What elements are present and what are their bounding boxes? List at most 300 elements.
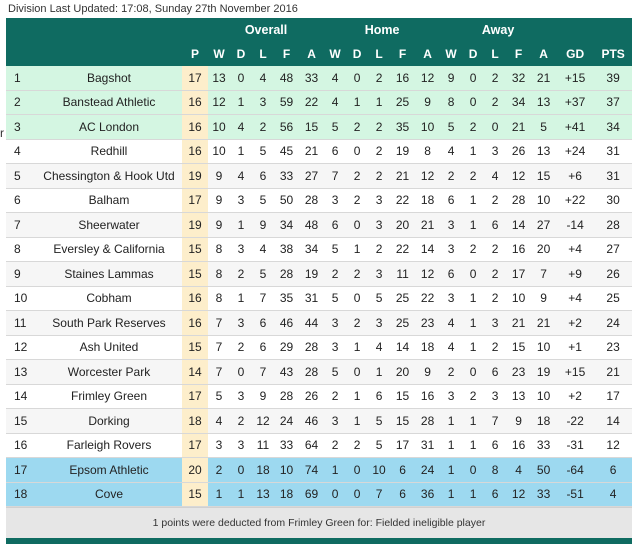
stat-cell: 44 bbox=[299, 311, 324, 336]
column-header[interactable]: A bbox=[531, 42, 556, 66]
stat-cell: 1 bbox=[440, 458, 462, 483]
column-header[interactable]: D bbox=[346, 42, 368, 66]
stat-cell: 3 bbox=[230, 311, 252, 336]
team-name-link[interactable]: AC London bbox=[36, 115, 182, 140]
stat-cell: -14 bbox=[556, 213, 594, 238]
stat-cell: 35 bbox=[274, 286, 299, 311]
stat-cell: 3 bbox=[230, 433, 252, 458]
column-header[interactable]: D bbox=[462, 42, 484, 66]
stat-cell: 4 bbox=[506, 458, 531, 483]
stat-cell: 2 bbox=[346, 262, 368, 287]
stat-cell: 46 bbox=[299, 409, 324, 434]
stat-cell: 31 bbox=[594, 164, 632, 189]
stat-cell: +2 bbox=[556, 384, 594, 409]
stat-cell: +37 bbox=[556, 90, 594, 115]
stat-cell: 8 bbox=[484, 458, 506, 483]
stat-cell: 0 bbox=[462, 262, 484, 287]
stat-cell: -51 bbox=[556, 482, 594, 507]
stat-cell: 5 bbox=[368, 409, 390, 434]
stat-cell: 4 bbox=[324, 66, 346, 90]
position-cell: 11 bbox=[6, 311, 36, 336]
stat-cell: 21 bbox=[506, 311, 531, 336]
stat-cell: 1 bbox=[230, 139, 252, 164]
stat-cell: +4 bbox=[556, 286, 594, 311]
stat-cell: 0 bbox=[346, 458, 368, 483]
stat-cell: -31 bbox=[556, 433, 594, 458]
team-name-link[interactable]: Staines Lammas bbox=[36, 262, 182, 287]
stat-cell: 0 bbox=[346, 482, 368, 507]
stat-cell: 20 bbox=[390, 213, 415, 238]
stat-cell: 15 bbox=[390, 384, 415, 409]
stat-cell: 20 bbox=[390, 360, 415, 385]
column-header[interactable]: L bbox=[252, 42, 274, 66]
position-cell: 17 bbox=[6, 458, 36, 483]
stat-cell: 20 bbox=[182, 458, 208, 483]
stat-cell: 6 bbox=[484, 433, 506, 458]
stat-cell: 3 bbox=[440, 384, 462, 409]
stat-cell: 0 bbox=[230, 66, 252, 90]
stat-cell: 48 bbox=[299, 213, 324, 238]
team-name-link[interactable]: Dorking bbox=[36, 409, 182, 434]
stat-cell: 10 bbox=[208, 139, 230, 164]
stat-cell: 2 bbox=[324, 433, 346, 458]
stat-cell: 18 bbox=[274, 482, 299, 507]
stat-cell: 14 bbox=[182, 360, 208, 385]
column-header[interactable]: L bbox=[368, 42, 390, 66]
home-group-header: Home bbox=[324, 18, 440, 42]
stat-cell: 8 bbox=[208, 262, 230, 287]
stat-cell: 28 bbox=[506, 188, 531, 213]
stat-cell: 25 bbox=[390, 286, 415, 311]
stat-cell: 2 bbox=[346, 115, 368, 140]
team-name-link[interactable]: Eversley & California bbox=[36, 237, 182, 262]
stat-cell: 3 bbox=[484, 311, 506, 336]
stat-cell: 6 bbox=[390, 458, 415, 483]
stat-cell: 25 bbox=[390, 311, 415, 336]
stat-cell: 10 bbox=[506, 286, 531, 311]
stat-cell: 26 bbox=[299, 384, 324, 409]
team-name-link[interactable]: Redhill bbox=[36, 139, 182, 164]
stat-cell: 2 bbox=[484, 237, 506, 262]
table-row[interactable] bbox=[6, 360, 632, 385]
stat-cell: 28 bbox=[274, 384, 299, 409]
stat-cell: 0 bbox=[462, 66, 484, 90]
stat-cell: 9 bbox=[208, 164, 230, 189]
stat-cell: +9 bbox=[556, 262, 594, 287]
table-row[interactable] bbox=[6, 139, 632, 164]
team-name-link[interactable]: Cove bbox=[36, 482, 182, 507]
stat-cell: 30 bbox=[594, 188, 632, 213]
table-row[interactable] bbox=[6, 90, 632, 115]
stat-cell: 18 bbox=[415, 188, 440, 213]
league-table-container bbox=[6, 18, 632, 544]
team-name-link[interactable]: Balham bbox=[36, 188, 182, 213]
stat-cell: 31 bbox=[299, 286, 324, 311]
position-cell: 4 bbox=[6, 139, 36, 164]
position-cell: 10 bbox=[6, 286, 36, 311]
stat-cell: 1 bbox=[462, 213, 484, 238]
stat-cell: 16 bbox=[182, 90, 208, 115]
stat-cell: 1 bbox=[462, 482, 484, 507]
stat-cell: 10 bbox=[208, 115, 230, 140]
stat-cell: 11 bbox=[390, 262, 415, 287]
stat-cell: 33 bbox=[274, 433, 299, 458]
stat-cell: 8 bbox=[440, 90, 462, 115]
table-row[interactable] bbox=[6, 409, 632, 434]
stat-cell: 14 bbox=[415, 237, 440, 262]
stat-cell: 2 bbox=[324, 262, 346, 287]
column-header[interactable]: P bbox=[182, 42, 208, 66]
table-row[interactable] bbox=[6, 384, 632, 409]
position-cell: 5 bbox=[6, 164, 36, 189]
stat-cell: 1 bbox=[462, 409, 484, 434]
team-name-link[interactable]: Farleigh Rovers bbox=[36, 433, 182, 458]
stat-cell: +15 bbox=[556, 360, 594, 385]
stat-cell: 3 bbox=[484, 139, 506, 164]
stat-cell: 2 bbox=[346, 433, 368, 458]
stat-cell: 15 bbox=[182, 482, 208, 507]
stat-cell: 18 bbox=[415, 335, 440, 360]
stat-cell: 37 bbox=[594, 90, 632, 115]
stat-cell: 28 bbox=[299, 335, 324, 360]
header-spacer-right bbox=[556, 18, 632, 42]
stat-cell: 50 bbox=[531, 458, 556, 483]
stat-cell: 69 bbox=[299, 482, 324, 507]
stat-cell: 5 bbox=[324, 360, 346, 385]
stat-cell: +2 bbox=[556, 311, 594, 336]
stat-cell: 2 bbox=[484, 335, 506, 360]
stat-cell: 16 bbox=[182, 115, 208, 140]
stat-cell: 5 bbox=[368, 286, 390, 311]
stat-cell: 4 bbox=[208, 409, 230, 434]
stat-cell: 4 bbox=[440, 311, 462, 336]
stat-cell: 8 bbox=[208, 237, 230, 262]
stat-cell: 2 bbox=[462, 115, 484, 140]
column-header[interactable]: W bbox=[440, 42, 462, 66]
column-header[interactable]: F bbox=[274, 42, 299, 66]
footer-bar bbox=[6, 538, 632, 544]
team-name-link[interactable]: Chessington & Hook Utd bbox=[36, 164, 182, 189]
column-header[interactable]: A bbox=[299, 42, 324, 66]
stat-cell: 9 bbox=[415, 360, 440, 385]
stat-cell: 6 bbox=[484, 482, 506, 507]
stat-cell: 2 bbox=[484, 66, 506, 90]
stat-cell: 9 bbox=[252, 213, 274, 238]
table-row[interactable] bbox=[6, 433, 632, 458]
stat-cell: 5 bbox=[368, 433, 390, 458]
stat-cell: 4 bbox=[484, 164, 506, 189]
table-row[interactable] bbox=[6, 311, 632, 336]
stat-cell: 0 bbox=[346, 66, 368, 90]
stat-cell: 64 bbox=[299, 433, 324, 458]
stat-cell: 13 bbox=[208, 66, 230, 90]
stat-cell: 1 bbox=[324, 458, 346, 483]
stat-cell: -64 bbox=[556, 458, 594, 483]
stat-cell: 3 bbox=[230, 237, 252, 262]
column-header[interactable]: PTS bbox=[594, 42, 632, 66]
stat-cell: 0 bbox=[346, 213, 368, 238]
stat-cell: 5 bbox=[324, 286, 346, 311]
stat-cell: 34 bbox=[506, 90, 531, 115]
column-header[interactable]: W bbox=[208, 42, 230, 66]
stat-cell: 1 bbox=[346, 384, 368, 409]
stat-cell: 24 bbox=[594, 311, 632, 336]
stat-cell: +24 bbox=[556, 139, 594, 164]
table-row[interactable] bbox=[6, 164, 632, 189]
position-cell: 8 bbox=[6, 237, 36, 262]
stat-cell: 2 bbox=[346, 311, 368, 336]
position-cell: 12 bbox=[6, 335, 36, 360]
stat-cell: 14 bbox=[594, 409, 632, 434]
stat-cell: 26 bbox=[594, 262, 632, 287]
stat-cell: 28 bbox=[274, 262, 299, 287]
stat-cell: 7 bbox=[324, 164, 346, 189]
stat-cell: 13 bbox=[531, 139, 556, 164]
stat-cell: 10 bbox=[531, 335, 556, 360]
stat-cell: -22 bbox=[556, 409, 594, 434]
column-header[interactable]: F bbox=[506, 42, 531, 66]
stat-cell: 21 bbox=[594, 360, 632, 385]
stat-cell: 1 bbox=[440, 409, 462, 434]
table-row[interactable] bbox=[6, 188, 632, 213]
stat-cell: 0 bbox=[346, 286, 368, 311]
stat-cell: 3 bbox=[324, 335, 346, 360]
stat-cell: 17 bbox=[182, 433, 208, 458]
team-name-link[interactable]: Frimley Green bbox=[36, 384, 182, 409]
stat-cell: 3 bbox=[368, 213, 390, 238]
stat-cell: 3 bbox=[230, 384, 252, 409]
stat-cell: 2 bbox=[368, 139, 390, 164]
stat-cell: 16 bbox=[182, 139, 208, 164]
stat-cell: 2 bbox=[440, 360, 462, 385]
column-header[interactable]: W bbox=[324, 42, 346, 66]
stat-cell: 3 bbox=[440, 286, 462, 311]
stat-cell: 3 bbox=[368, 311, 390, 336]
stat-cell: 1 bbox=[346, 90, 368, 115]
table-body bbox=[6, 66, 632, 507]
stat-cell: 2 bbox=[230, 409, 252, 434]
column-header[interactable]: L bbox=[484, 42, 506, 66]
stat-cell: 7 bbox=[252, 286, 274, 311]
stat-cell: 2 bbox=[230, 262, 252, 287]
stat-cell: 15 bbox=[182, 262, 208, 287]
stat-cell: 2 bbox=[368, 164, 390, 189]
stat-cell: 21 bbox=[299, 139, 324, 164]
stat-cell: 2 bbox=[324, 384, 346, 409]
stat-cell: 9 bbox=[531, 286, 556, 311]
position-cell: 13 bbox=[6, 360, 36, 385]
stat-cell: 23 bbox=[506, 360, 531, 385]
table-row[interactable] bbox=[6, 237, 632, 262]
team-name-link[interactable]: Ash United bbox=[36, 335, 182, 360]
position-cell: 6 bbox=[6, 188, 36, 213]
stat-cell: 17 bbox=[182, 188, 208, 213]
stat-cell: 3 bbox=[324, 311, 346, 336]
team-name-link[interactable]: Bagshot bbox=[36, 66, 182, 90]
stat-cell: 15 bbox=[390, 409, 415, 434]
stat-cell: 24 bbox=[415, 458, 440, 483]
stat-cell: +1 bbox=[556, 335, 594, 360]
stat-cell: 9 bbox=[208, 213, 230, 238]
stat-cell: 3 bbox=[230, 188, 252, 213]
stat-cell: 13 bbox=[531, 90, 556, 115]
stat-cell: 4 bbox=[324, 90, 346, 115]
stat-cell: 17 bbox=[182, 66, 208, 90]
table-row[interactable] bbox=[6, 262, 632, 287]
stat-cell: 2 bbox=[462, 164, 484, 189]
stat-cell: +15 bbox=[556, 66, 594, 90]
stat-cell: 4 bbox=[252, 237, 274, 262]
table-row[interactable] bbox=[6, 458, 632, 483]
stat-cell: 5 bbox=[208, 384, 230, 409]
stat-cell: 33 bbox=[531, 433, 556, 458]
stat-cell: 2 bbox=[368, 66, 390, 90]
stat-cell: 21 bbox=[415, 213, 440, 238]
table-row[interactable] bbox=[6, 482, 632, 507]
team-name-link[interactable]: South Park Reserves bbox=[36, 311, 182, 336]
team-name-link[interactable]: Worcester Park bbox=[36, 360, 182, 385]
stat-cell: 2 bbox=[368, 115, 390, 140]
team-name-link[interactable]: Cobham bbox=[36, 286, 182, 311]
stat-cell: 28 bbox=[415, 409, 440, 434]
table-row[interactable] bbox=[6, 286, 632, 311]
stat-cell: 18 bbox=[182, 409, 208, 434]
column-header[interactable]: A bbox=[415, 42, 440, 66]
stat-cell: 1 bbox=[230, 286, 252, 311]
stat-cell: 22 bbox=[390, 188, 415, 213]
stat-cell: 2 bbox=[462, 384, 484, 409]
stat-cell: 9 bbox=[208, 188, 230, 213]
position-cell: 3 bbox=[6, 115, 36, 140]
stat-cell: 25 bbox=[390, 90, 415, 115]
team-name-link[interactable]: Epsom Athletic bbox=[36, 458, 182, 483]
header-group-row bbox=[6, 18, 632, 42]
stat-cell: 17 bbox=[506, 262, 531, 287]
stat-cell: 6 bbox=[324, 213, 346, 238]
stat-cell: 31 bbox=[415, 433, 440, 458]
stat-cell: 50 bbox=[274, 188, 299, 213]
stat-cell: 29 bbox=[274, 335, 299, 360]
stat-cell: 21 bbox=[390, 164, 415, 189]
team-name-link[interactable]: Sheerwater bbox=[36, 213, 182, 238]
stat-cell: 5 bbox=[324, 115, 346, 140]
stat-cell: 2 bbox=[346, 164, 368, 189]
pos-column-header bbox=[6, 42, 36, 66]
stat-cell: 5 bbox=[531, 115, 556, 140]
points-deduction-note: 1 points were deducted from Frimley Green for: Fielded ineligible player bbox=[6, 507, 632, 538]
stat-cell: 34 bbox=[299, 237, 324, 262]
table-row[interactable] bbox=[6, 213, 632, 238]
table-row[interactable] bbox=[6, 66, 632, 90]
stat-cell: 35 bbox=[390, 115, 415, 140]
stat-cell: 8 bbox=[208, 286, 230, 311]
stat-cell: 27 bbox=[594, 237, 632, 262]
stat-cell: 1 bbox=[440, 482, 462, 507]
stat-cell: 5 bbox=[252, 139, 274, 164]
stat-cell: 16 bbox=[182, 311, 208, 336]
stat-cell: 16 bbox=[415, 384, 440, 409]
stat-cell: 19 bbox=[182, 213, 208, 238]
position-cell: 7 bbox=[6, 213, 36, 238]
column-header[interactable]: D bbox=[230, 42, 252, 66]
position-cell: 18 bbox=[6, 482, 36, 507]
table-row[interactable] bbox=[6, 335, 632, 360]
stat-cell: 1 bbox=[230, 90, 252, 115]
stat-cell: 12 bbox=[208, 90, 230, 115]
stat-cell: 19 bbox=[390, 139, 415, 164]
stat-cell: 15 bbox=[182, 335, 208, 360]
stat-cell: 1 bbox=[440, 433, 462, 458]
stat-cell: 1 bbox=[230, 482, 252, 507]
stat-cell: 9 bbox=[252, 384, 274, 409]
stat-cell: 26 bbox=[506, 139, 531, 164]
header-column-row bbox=[6, 42, 632, 66]
stat-cell: 6 bbox=[484, 213, 506, 238]
stat-cell: 17 bbox=[390, 433, 415, 458]
stat-cell: 10 bbox=[368, 458, 390, 483]
stat-cell: 22 bbox=[299, 90, 324, 115]
column-header[interactable]: F bbox=[390, 42, 415, 66]
stat-cell: 27 bbox=[299, 164, 324, 189]
stat-cell: 6 bbox=[484, 360, 506, 385]
stat-cell: 2 bbox=[252, 115, 274, 140]
stat-cell: 2 bbox=[208, 458, 230, 483]
stat-cell: 34 bbox=[594, 115, 632, 140]
league-table bbox=[6, 18, 632, 507]
stat-cell: 11 bbox=[252, 433, 274, 458]
stat-cell: 74 bbox=[299, 458, 324, 483]
stat-cell: 4 bbox=[594, 482, 632, 507]
stat-cell: 33 bbox=[274, 164, 299, 189]
stat-cell: 0 bbox=[462, 360, 484, 385]
stat-cell: 22 bbox=[415, 286, 440, 311]
stat-cell: 1 bbox=[462, 335, 484, 360]
stat-cell: 2 bbox=[484, 286, 506, 311]
stat-cell: 21 bbox=[531, 311, 556, 336]
stat-cell: 0 bbox=[230, 458, 252, 483]
stat-cell: 3 bbox=[440, 213, 462, 238]
stat-cell: 59 bbox=[274, 90, 299, 115]
position-cell: 1 bbox=[6, 66, 36, 90]
stat-cell: 9 bbox=[440, 66, 462, 90]
stat-cell: 1 bbox=[346, 237, 368, 262]
stat-cell: 4 bbox=[440, 335, 462, 360]
stat-cell: 3 bbox=[324, 188, 346, 213]
stat-cell: 12 bbox=[594, 433, 632, 458]
team-name-link[interactable]: Banstead Athletic bbox=[36, 90, 182, 115]
stat-cell: 1 bbox=[230, 213, 252, 238]
stat-cell: 1 bbox=[462, 139, 484, 164]
stat-cell: 2 bbox=[440, 164, 462, 189]
stat-cell: 0 bbox=[462, 90, 484, 115]
stat-cell: 38 bbox=[274, 237, 299, 262]
stat-cell: 5 bbox=[324, 237, 346, 262]
stat-cell: 2 bbox=[462, 237, 484, 262]
stat-cell: 33 bbox=[299, 66, 324, 90]
stat-cell: 9 bbox=[415, 90, 440, 115]
stat-cell: 20 bbox=[531, 237, 556, 262]
stat-cell: 1 bbox=[208, 482, 230, 507]
stat-cell: 5 bbox=[252, 262, 274, 287]
stat-cell: 9 bbox=[506, 409, 531, 434]
stat-cell: 7 bbox=[208, 311, 230, 336]
stat-cell: 10 bbox=[415, 115, 440, 140]
stat-cell: 16 bbox=[506, 237, 531, 262]
table-row[interactable] bbox=[6, 115, 632, 140]
stat-cell: 4 bbox=[252, 66, 274, 90]
stat-cell: 1 bbox=[368, 90, 390, 115]
column-header[interactable]: GD bbox=[556, 42, 594, 66]
